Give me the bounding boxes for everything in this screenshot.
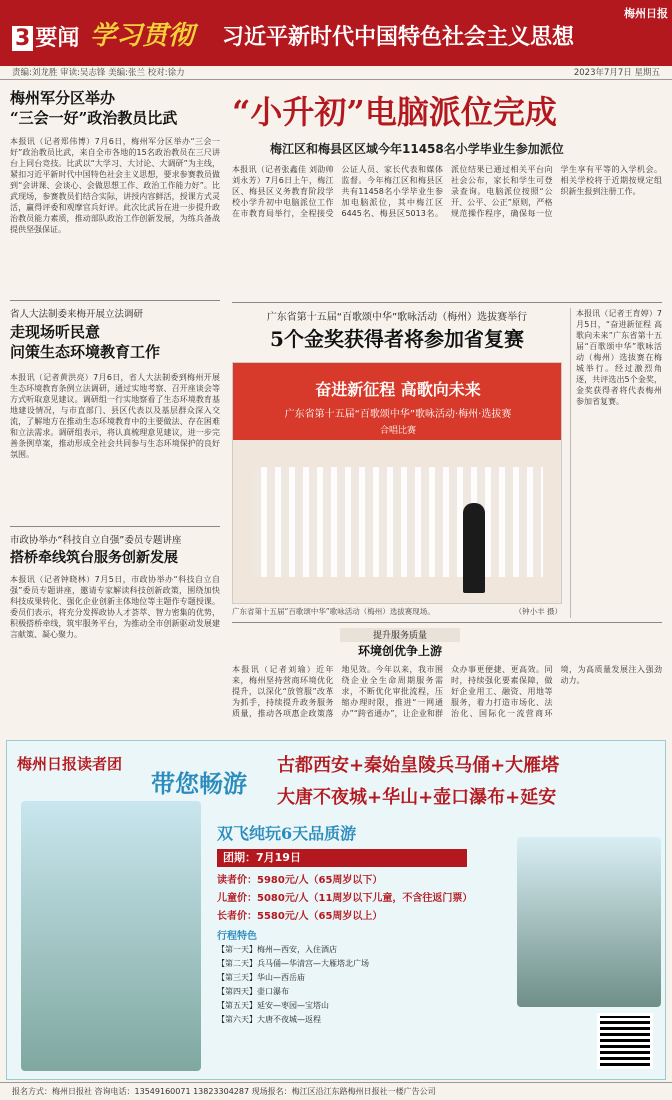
ad-slogan: 带您畅游 [151, 769, 247, 798]
qr-code-icon[interactable] [597, 1013, 653, 1069]
art2-title: 走现场听民意 问策生态环境教育工作 [10, 323, 161, 361]
photo-caption: 广东省第十五届“百歌颂中华”歌咏活动（梅州）选拔赛现场。 [232, 607, 435, 616]
ad-footer [0, 1082, 672, 1100]
art5-kicker: 广东省第十五届“百歌颂中华”歌咏活动（梅州）选拔赛举行 [266, 312, 528, 322]
ad-subtitle: 双飞纯玩6天品质游 [217, 824, 357, 843]
conductor-figure [463, 503, 485, 593]
choir-photo [232, 362, 562, 604]
newspaper-logo: 梅州日报 [624, 7, 668, 20]
pagoda-illustration [21, 801, 201, 1071]
ad-schedule-item: 【第一天】梅州—西安，入住酒店 [217, 945, 337, 954]
art2-kicker: 省人大法制委来梅开展立法调研 [10, 309, 144, 320]
art1-title: 梅州军分区举办 “三会一好”政治教员比武 [10, 89, 178, 127]
ad-schedule-title: 行程特色 [217, 931, 257, 941]
art4-title: “小升初”电脑派位完成 [232, 93, 557, 131]
ad-date: 团期：7月19日 [217, 849, 467, 867]
art4-subtitle: 梅江区和梅县区区域今年11458名小学毕业生参加派位 [270, 142, 564, 156]
ad-route-2: 大唐不夜城+华山+壶口瀑布+延安 [277, 787, 557, 808]
issue-date: 2023年7月7日 星期五 [573, 68, 660, 78]
photo-credit: （钟小丰 摄） [514, 607, 562, 616]
art6-title: 环境创优争上游 [357, 644, 442, 658]
art4-body: 本报讯（记者张鑫佳 刘劭帅 刘永芳）7月6日上午，梅江区、梅县区义务教育阶段学校小学升初中电脑派位工作在市教育局举行，全程接受公证人员、家长代表和媒体监督。今年梅江区和梅县区共有11458名小学毕业生参加电脑派位，其中梅江区6445名、梅县区5013名。派位结果已通过相关平台向社会公布，家长和学生可登录查询。电脑派位按照“公开、公平、公正”原则，严格规范操作程序，确保每一位学生享有平等的入学机会。相关学校将于近期按规定组织新生报到注册工作。 [232, 165, 662, 218]
ad-schedule-item: 【第四天】壶口瀑布 [217, 987, 289, 996]
ad-schedule-item: 【第五天】延安—枣园—宝塔山 [217, 1001, 329, 1010]
photo-banner-slogan: 奋进新征程 高歌向未来 [315, 380, 481, 399]
art1-body: 本报讯（记者郑伟博）7月6日，梅州军分区举办“三会一好”政治教员比武，来自全市各地的15名政治教员在三尺讲台上同台竞技。比武以“大学习、大讨论、大调研”为主线，紧扣习近平新时代中国特色社会主义思想，要求参赛教员做到“会讲课、会谈心、会做思想工作、政治工作能力好”。比武现场，参赛教员们结合实际，讲授内容鲜活，授课方式灵活，赢得评委和观摩官兵好评。此次比武旨在进一步提升政治教员能力素质，推动部队政治工作创新发展，为练兵备战提供坚强保证。 [10, 137, 220, 234]
art5-title: 5个金奖获得者将参加省复赛 [270, 327, 524, 351]
art2-body: 本报讯（记者黄洪亮）7月6日，省人大法制委到梅州开展生态环境教育条例立法调研，通过实地考察、召开座谈会等方式听取意见建议。调研组一行实地察看了生态环境教育基地建设情况，与市直部门、县区代表以及基层群众深入交流，了解地方在推动生态环境教育中的主要做法、存在困难和立法需求。调研组表示，将认真梳理意见建议，进一步完善条例草案，推动形成全社会共同参与生态环境保护的良好氛围。 [10, 373, 220, 459]
art3-kicker: 市政协举办“科技自立自强”委员专题讲座 [10, 535, 182, 546]
column-banner: 习近平新时代中国特色社会主义思想 [222, 24, 575, 50]
ad-price-child: 儿童价：5080元/人（11周岁以下儿童，不含往返门票） [217, 893, 473, 904]
art6-body: 本报讯（记者刘瑜）近年来，梅州坚持营商环境优化提升，以深化“放管服”改革为抓手，持续提升政务服务质量，推动各项惠企政策落地见效。今年以来，我市围绕企业全生命周期服务需求，不断优化审批流程，压缩办理时限，推进“一网通办”“跨省通办”，让企业和群众办事更便捷、更高效。同时，持续强化要素保障，做好企业用工、融资、用地等服务，着力打造市场化、法治化、国际化一流营商环境，为高质量发展注入强劲动力。 [232, 665, 662, 718]
ad-brand: 梅州日报读者团 [17, 755, 123, 773]
photo-banner-label: 合唱比赛 [379, 426, 416, 436]
ad-schedule-item: 【第三天】华山—西岳庙 [217, 973, 305, 982]
art3-body: 本报讯（记者钟晓林）7月5日，市政协举办“科技自立自强”委员专题讲座，邀请专家解读科技创新政策，围绕加快科技成果转化、强化企业创新主体地位等主题作专题授课。委员们表示，将充分发挥政协人才荟萃、智力密集的优势，积极搭桥牵线，筑牢服务平台，为推动全市创新驱动发展建言献策、凝心聚力。 [10, 575, 220, 639]
art6-kicker: 提升服务质量 [340, 628, 460, 642]
art3-title: 搭桥牵线筑台服务创新发展 [10, 550, 178, 566]
calligraphy-title: 学习贯彻 [90, 21, 195, 51]
staff-credits: 责编:刘龙胜 审读:吴志锋 美编:张兰 校对:徐力 [12, 68, 185, 78]
ad-schedule [217, 943, 517, 1063]
photo-banner-event: 广东省第十五届“百歌颂中华”歌咏活动·梅州·选拔赛 [284, 409, 512, 420]
choir-singers [253, 467, 543, 577]
ad-route-1: 古都西安+秦始皇陵兵马俑+大雁塔 [277, 755, 560, 776]
meta-bar [0, 66, 672, 80]
footer-text: 报名方式：梅州日报社 咨询电话：13549160071 13823304287 现场报名：梅江区沿江东路梅州日报社一楼广告公司 [12, 1087, 436, 1096]
ad-schedule-item: 【第六天】大唐不夜城—返程 [217, 1015, 321, 1024]
page-number: 3 要闻 [12, 24, 84, 54]
art5-body: 本报讯（记者王育婷）7月5日，“奋进新征程 高歌向未来”广东省第十五届“百歌颂中华”歌咏活动（梅州）选拔赛在梅城举行。经过激烈角逐，共评选出5个金奖，金奖获得者将代表梅州参加省复赛。 [570, 308, 662, 618]
ad-price-senior: 长者价：5580元/人（65周岁以上） [217, 911, 383, 922]
ad-price-reader: 读者价：5980元/人（65周岁以下） [217, 875, 383, 886]
travel-advertisement [6, 740, 666, 1080]
mountain-illustration [517, 837, 661, 1007]
ad-schedule-item: 【第二天】兵马俑—华清宫—大雁塔北广场 [217, 959, 369, 968]
